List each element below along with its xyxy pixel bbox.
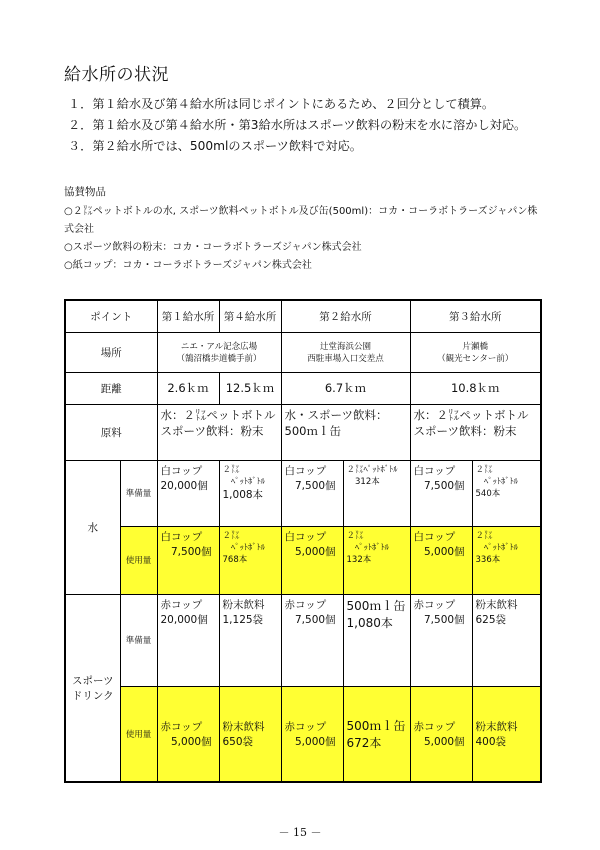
- distance-station-4: 12.5ｋｍ: [219, 372, 281, 404]
- notes-list: [68, 94, 526, 157]
- sports-used-s14-cup: 赤コップ 5,000個: [157, 686, 219, 782]
- sports-prepared-s14-cup: 赤コップ 20,000個: [157, 594, 219, 686]
- water-prepared-s14-bottle: [219, 460, 281, 526]
- water-prepared-s3-bottle: ２㍑ ﾍﾟｯﾄﾎﾞﾄﾙ 540本: [472, 460, 541, 526]
- water-prepared-s14-bottle-count: 1,008本: [222, 488, 264, 501]
- sponsor-item: ○スポーツ飲料の粉末：コカ・コーラボトラーズジャパン株式会社: [64, 242, 362, 253]
- header-station-4: 第４給水所: [219, 300, 281, 332]
- note-item: １．第１給水及び第４給水所は同じポイントにあるため、２回分として積算。: [68, 97, 495, 111]
- sports-prepared-s14-powder: 粉末飲料 1,125袋: [219, 594, 281, 686]
- location-station-1-4: ニエ・アル記念広場 （鵠沼橋歩道橋手前）: [157, 332, 281, 372]
- sports-prepared-s3-cup: 赤コップ 7,500個: [410, 594, 472, 686]
- water-used-s3-bottle: ２㍑ ﾍﾟｯﾄﾎﾞﾄﾙ 336本: [472, 526, 541, 594]
- header-station-2: 第２給水所: [281, 300, 410, 332]
- distance-station-1: 2.6ｋｍ: [157, 372, 219, 404]
- sports-used-s14-powder: 粉末飲料 650袋: [219, 686, 281, 782]
- water-station-table: [64, 299, 542, 783]
- sponsors-heading: 協賛物品: [64, 186, 106, 198]
- water-prepared-s14-cup: 白コップ 20,000個: [157, 460, 219, 526]
- distance-label: 距離: [65, 372, 157, 404]
- sports-used-label: 使用量: [120, 686, 157, 782]
- sports-used-s3-cup: 赤コップ 5,000個: [410, 686, 472, 782]
- sports-used-s3-powder: 粉末飲料 400袋: [472, 686, 541, 782]
- water-used-s14-bottle: ２㍑ ﾍﾟｯﾄﾎﾞﾄﾙ 768本: [219, 526, 281, 594]
- distance-station-3: 10.8ｋｍ: [410, 372, 541, 404]
- water-used-s2-bottle: ２㍑ ﾍﾟｯﾄﾎﾞﾄﾙ 132本: [343, 526, 410, 594]
- water-used-label: 使用量: [120, 526, 157, 594]
- sports-prepared-s3-powder: 粉末飲料 625袋: [472, 594, 541, 686]
- sports-drink-label: スポーツ ドリンク: [65, 594, 120, 782]
- material-station-3: 水：２㍑ペットボトル スポーツ飲料：粉末: [410, 404, 541, 460]
- water-used-s3-cup: 白コップ 5,000個: [410, 526, 472, 594]
- sports-prepared-label: 準備量: [120, 594, 157, 686]
- header-station-1: 第１給水所: [157, 300, 219, 332]
- water-prepared-s2-bottle: ２㍑ﾍﾟｯﾄﾎﾞﾄﾙ 312本: [343, 460, 410, 526]
- note-item: ２．第１給水及び第４給水所・第3給水所はスポーツ飲料の粉末を水に溶かし対応。: [68, 118, 527, 132]
- sponsors-list: [64, 203, 544, 275]
- page-number: － 15 －: [278, 826, 322, 839]
- page-title: 給水所の状況: [64, 65, 169, 85]
- location-station-3: 片瀬橋 （観光センター前）: [410, 332, 541, 372]
- sports-used-s2-cup: 赤コップ 5,000個: [281, 686, 343, 782]
- sports-prepared-s2-can: 500ｍｌ缶 1,080本: [343, 594, 410, 686]
- water-prepared-s2-cup: 白コップ 7,500個: [281, 460, 343, 526]
- water-used-s2-cup: 白コップ 5,000個: [281, 526, 343, 594]
- location-label: 場所: [65, 332, 157, 372]
- location-station-2: 辻堂海浜公園 西駐車場入口交差点: [281, 332, 410, 372]
- header-point: ポイント: [65, 300, 157, 332]
- material-station-2: 水・スポーツ飲料： 500ｍｌ缶: [281, 404, 410, 460]
- material-label: 原料: [65, 404, 157, 460]
- sports-used-s2-can: 500ｍｌ缶 672本: [343, 686, 410, 782]
- water-used-s14-cup: 白コップ 7,500個: [157, 526, 219, 594]
- sponsor-item: ○２㍑ペットボトルの水, スポーツ飲料ペットボトル及び缶(500ml)：コカ・コーラボトラーズジャパン株式会社: [64, 206, 538, 235]
- note-item: ３．第２給水所では、500mlのスポーツ飲料で対応。: [68, 139, 362, 153]
- sports-prepared-s2-cup: 赤コップ 7,500個: [281, 594, 343, 686]
- header-station-3: 第３給水所: [410, 300, 541, 332]
- water-label: 水: [65, 460, 120, 594]
- water-prepared-s3-cup: 白コップ 7,500個: [410, 460, 472, 526]
- water-prepared-s14-bottle-unit: ２㍑ ﾍﾟｯﾄﾎﾞﾄﾙ: [222, 464, 266, 487]
- material-station-1-4: 水：２㍑ペットボトル スポーツ飲料：粉末: [157, 404, 281, 460]
- water-prepared-label: 準備量: [120, 460, 157, 526]
- distance-station-2: 6.7ｋｍ: [281, 372, 410, 404]
- sponsor-item: ○紙コップ：コカ・コーラボトラーズジャパン株式会社: [64, 260, 312, 271]
